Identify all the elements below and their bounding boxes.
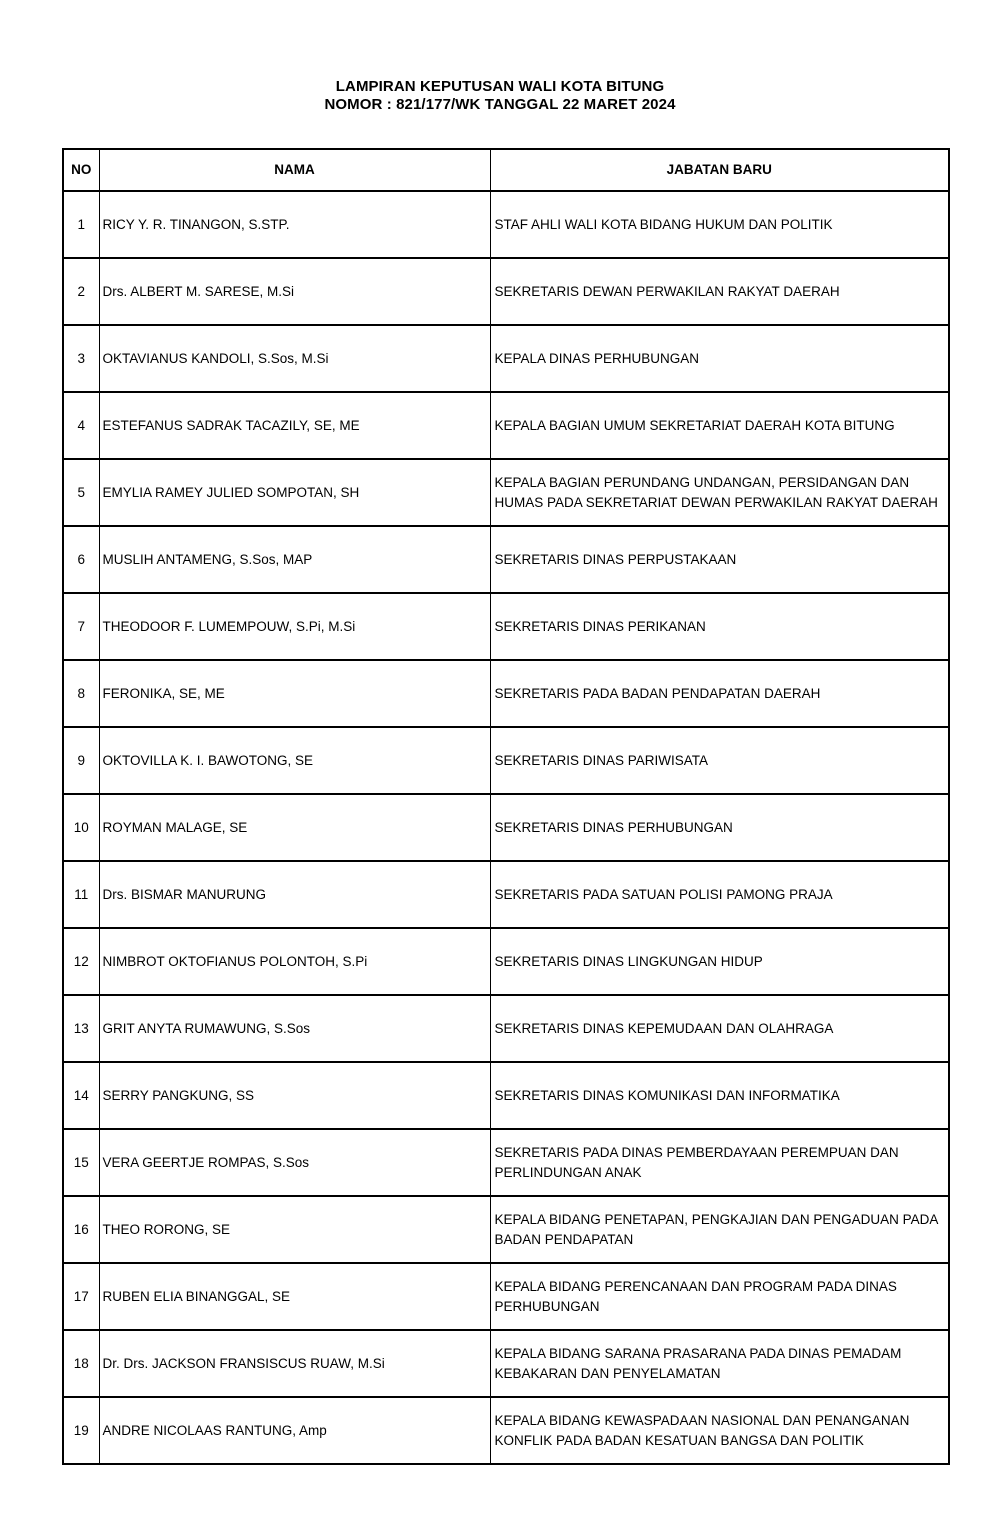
title-line-2: NOMOR : 821/177/WK TANGGAL 22 MARET 2024 [324,95,676,113]
new-position-cell: SEKRETARIS PADA BADAN PENDAPATAN DAERAH [490,660,949,727]
table-row [63,593,949,660]
table-row [63,258,949,325]
name-cell: THEO RORONG, SE [99,1196,490,1263]
row-number-cell: 14 [63,1062,99,1129]
table-row [63,1129,949,1196]
row-number-cell: 19 [63,1397,99,1464]
new-position-cell: SEKRETARIS PADA SATUAN POLISI PAMONG PRAJA [490,861,949,928]
table-row [63,727,949,794]
name-cell: MUSLIH ANTAMENG, S.Sos, MAP [99,526,490,593]
row-number-cell: 18 [63,1330,99,1397]
row-number-cell: 15 [63,1129,99,1196]
row-number-cell: 6 [63,526,99,593]
table-row [63,1062,949,1129]
row-number-cell: 4 [63,392,99,459]
table-row [63,325,949,392]
row-number-cell: 12 [63,928,99,995]
name-cell: SERRY PANGKUNG, SS [99,1062,490,1129]
column-header-nama: NAMA [99,149,490,191]
table-row [63,794,949,861]
table-row [63,1263,949,1330]
new-position-cell: STAF AHLI WALI KOTA BIDANG HUKUM DAN POLITIK [490,191,949,258]
new-position-cell: SEKRETARIS PADA DINAS PEMBERDAYAAN PEREMPUAN DAN PERLINDUNGAN ANAK [490,1129,949,1196]
name-cell: Drs. ALBERT M. SARESE, M.Si [99,258,490,325]
table-row [63,1196,949,1263]
table-row [63,660,949,727]
row-number-cell: 9 [63,727,99,794]
column-header-jabatan-baru: JABATAN BARU [490,149,949,191]
title-line-1: LAMPIRAN KEPUTUSAN WALI KOTA BITUNG [335,78,665,95]
name-cell: EMYLIA RAMEY JULIED SOMPOTAN, SH [99,459,490,526]
row-number-cell: 1 [63,191,99,258]
name-cell: FERONIKA, SE, ME [99,660,490,727]
new-position-cell: SEKRETARIS DINAS PARIWISATA [490,727,949,794]
name-cell: GRIT ANYTA RUMAWUNG, S.Sos [99,995,490,1062]
new-position-cell: KEPALA DINAS PERHUBUNGAN [490,325,949,392]
name-cell: ROYMAN MALAGE, SE [99,794,490,861]
name-cell: VERA GEERTJE ROMPAS, S.Sos [99,1129,490,1196]
row-number-cell: 17 [63,1263,99,1330]
table-row [63,861,949,928]
name-cell: THEODOOR F. LUMEMPOUW, S.Pi, M.Si [99,593,490,660]
name-cell: ESTEFANUS SADRAK TACAZILY, SE, ME [99,392,490,459]
new-position-cell: SEKRETARIS DEWAN PERWAKILAN RAKYAT DAERAH [490,258,949,325]
row-number-cell: 8 [63,660,99,727]
row-number-cell: 16 [63,1196,99,1263]
new-position-cell: SEKRETARIS DINAS KEPEMUDAAN DAN OLAHRAGA [490,995,949,1062]
name-cell: OKTOVILLA K. I. BAWOTONG, SE [99,727,490,794]
row-number-cell: 10 [63,794,99,861]
new-position-cell: KEPALA BIDANG SARANA PRASARANA PADA DINAS PEMADAM KEBAKARAN DAN PENYELAMATAN [490,1330,949,1397]
new-position-cell: SEKRETARIS DINAS PERIKANAN [490,593,949,660]
new-position-cell: SEKRETARIS DINAS PERPUSTAKAAN [490,526,949,593]
new-position-cell: KEPALA BAGIAN UMUM SEKRETARIAT DAERAH KOTA BITUNG [490,392,949,459]
new-position-cell: KEPALA BIDANG KEWASPADAAN NASIONAL DAN PENANGANAN KONFLIK PADA BADAN KESATUAN BANGSA DAN POLITIK [490,1397,949,1464]
row-number-cell: 13 [63,995,99,1062]
appointments-table [62,148,950,1465]
name-cell: Dr. Drs. JACKSON FRANSISCUS RUAW, M.Si [99,1330,490,1397]
document-title [0,0,1000,113]
new-position-cell: KEPALA BIDANG PENETAPAN, PENGKAJIAN DAN PENGADUAN PADA BADAN PENDAPATAN [490,1196,949,1263]
row-number-cell: 3 [63,325,99,392]
name-cell: Drs. BISMAR MANURUNG [99,861,490,928]
table-body [63,191,949,1464]
new-position-cell: SEKRETARIS DINAS LINGKUNGAN HIDUP [490,928,949,995]
name-cell: RICY Y. R. TINANGON, S.STP. [99,191,490,258]
row-number-cell: 7 [63,593,99,660]
new-position-cell: KEPALA BIDANG PERENCANAAN DAN PROGRAM PADA DINAS PERHUBUNGAN [490,1263,949,1330]
name-cell: RUBEN ELIA BINANGGAL, SE [99,1263,490,1330]
name-cell: ANDRE NICOLAAS RANTUNG, Amp [99,1397,490,1464]
table-row [63,928,949,995]
table-row [63,995,949,1062]
row-number-cell: 2 [63,258,99,325]
column-header-no: NO [63,149,99,191]
row-number-cell: 11 [63,861,99,928]
table-row [63,191,949,258]
table-header-row [63,149,949,191]
table-row [63,459,949,526]
row-number-cell: 5 [63,459,99,526]
table-row [63,392,949,459]
table-row [63,1330,949,1397]
new-position-cell: KEPALA BAGIAN PERUNDANG UNDANGAN, PERSIDANGAN DAN HUMAS PADA SEKRETARIAT DEWAN PERWAKILAN RAKYAT DAERAH [490,459,949,526]
table-row [63,1397,949,1464]
table-row [63,526,949,593]
name-cell: OKTAVIANUS KANDOLI, S.Sos, M.Si [99,325,490,392]
new-position-cell: SEKRETARIS DINAS PERHUBUNGAN [490,794,949,861]
new-position-cell: SEKRETARIS DINAS KOMUNIKASI DAN INFORMATIKA [490,1062,949,1129]
name-cell: NIMBROT OKTOFIANUS POLONTOH, S.Pi [99,928,490,995]
